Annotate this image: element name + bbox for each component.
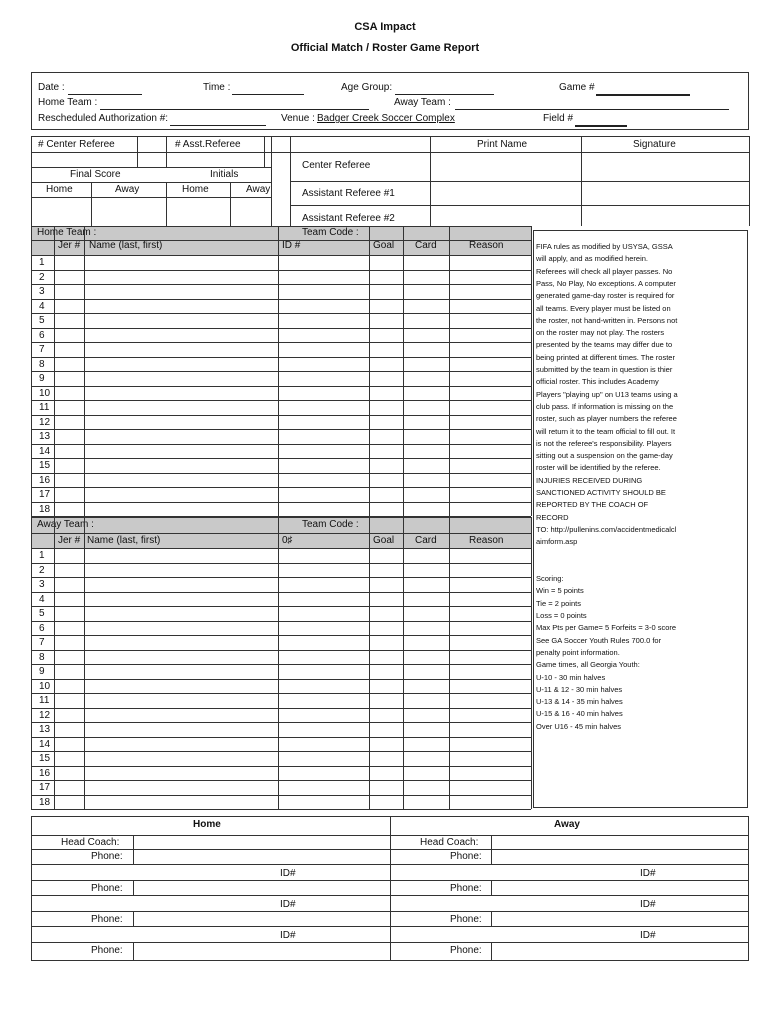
away-row-number: 14 xyxy=(39,738,51,750)
home-roster-row[interactable] xyxy=(55,285,530,299)
home-roster-row[interactable] xyxy=(55,256,530,270)
away-roster-row[interactable] xyxy=(55,680,530,694)
home-id-header: ID # xyxy=(282,240,301,251)
home-head-coach-label: Head Coach: xyxy=(61,837,120,848)
home-team-label: Home Team : xyxy=(38,97,98,108)
rules-note-line: U-15 & 16 - 40 min halves xyxy=(536,709,623,719)
away-roster-row[interactable] xyxy=(55,593,530,607)
home-team-roster-label: Home Team : xyxy=(37,227,97,238)
rules-note-line: Win = 5 points xyxy=(536,586,584,596)
initials-home-label: Home xyxy=(182,184,209,195)
home-row-number: 16 xyxy=(39,474,51,486)
rules-note-line: Loss = 0 points xyxy=(536,611,587,620)
venue-label: Venue : xyxy=(281,113,315,124)
away-phone-label-2: Phone: xyxy=(450,883,482,894)
home-id-label-3: ID# xyxy=(280,930,296,941)
rules-note-line: SANCTIONED ACTIVITY SHOULD BE xyxy=(536,488,666,497)
home-team-code-label: Team Code : xyxy=(302,227,359,238)
rules-note-line: REPORTED BY THE COACH OF xyxy=(536,500,649,510)
date-label: Date : xyxy=(38,82,65,93)
away-roster-row[interactable] xyxy=(55,607,530,621)
home-name-header: Name (last, first) xyxy=(89,240,163,251)
print-name-header: Print Name xyxy=(477,139,528,150)
form-title: CSA Impact xyxy=(354,21,416,33)
away-team-label: Away Team : xyxy=(394,97,451,108)
date-field[interactable] xyxy=(68,94,142,95)
home-roster-row[interactable] xyxy=(55,430,530,444)
rules-note-line: Game times, all Georgia Youth: xyxy=(536,660,640,670)
rescheduled-label: Rescheduled Authorization #: xyxy=(38,113,169,124)
game-number-field[interactable] xyxy=(596,94,690,96)
away-row-number: 17 xyxy=(39,782,51,793)
rules-note-line: roster, such as player numbers the referee xyxy=(536,414,677,424)
rules-note-line: club pass. If information is missing on the xyxy=(536,401,674,411)
home-row-number: 10 xyxy=(39,387,51,399)
final-score-label: Final Score xyxy=(70,169,121,180)
home-row-number: 13 xyxy=(39,431,51,442)
initials-away-label: Away xyxy=(246,184,271,195)
home-goal-header: Goal xyxy=(373,240,395,251)
away-phone-label-3: Phone: xyxy=(450,914,482,925)
field-number-label: Field # xyxy=(543,113,574,124)
home-team-field[interactable] xyxy=(100,109,369,110)
home-row-number: 8 xyxy=(39,358,45,370)
assistant-referee-2-label: Assistant Referee #2 xyxy=(302,213,395,224)
rules-note-line: FIFA rules as modified by USYSA, GSSA xyxy=(536,242,673,251)
final-score-home-label: Home xyxy=(46,184,73,195)
rules-note-line: generated game-day roster is required for xyxy=(536,291,675,301)
home-roster-row[interactable] xyxy=(55,459,530,473)
rules-note-line: is not the referee's responsibility. Players xyxy=(536,438,672,448)
home-roster-row[interactable] xyxy=(55,416,530,430)
rules-note-line: TO: http://pullenins.com/accidentmedicalcl xyxy=(536,524,677,534)
rescheduled-field[interactable] xyxy=(170,125,266,126)
away-row-number: 1 xyxy=(39,550,45,561)
rules-note-line: U-10 - 30 min halves xyxy=(536,672,606,682)
rules-note-line: Over U16 - 45 min halves xyxy=(536,721,622,731)
away-roster-row[interactable] xyxy=(55,651,530,665)
away-row-number: 5 xyxy=(39,608,45,619)
away-row-number: 2 xyxy=(39,564,45,576)
away-row-number: 9 xyxy=(39,666,45,677)
rules-note-line: roster will be identified by the referee. xyxy=(536,463,661,473)
rules-note-line: on the roster may not play. The rosters xyxy=(536,328,665,338)
away-row-number: 3 xyxy=(39,579,45,590)
home-row-number: 17 xyxy=(39,489,51,500)
away-row-number: 8 xyxy=(39,651,45,663)
home-roster-row[interactable] xyxy=(55,300,530,314)
away-id-header: 0♯ xyxy=(282,535,293,546)
away-roster-row[interactable] xyxy=(55,709,530,723)
center-referee-number-label: # Center Referee xyxy=(38,139,115,150)
rules-note-line: being printed at different times. The roster xyxy=(536,352,675,362)
asst-referee-number-label: # Asst.Referee xyxy=(175,139,241,150)
home-id-label-1: ID# xyxy=(280,868,296,879)
signature-header: Signature xyxy=(633,139,676,150)
away-roster-row[interactable] xyxy=(55,665,530,679)
away-row-number: 6 xyxy=(39,622,45,634)
rules-note-line: Referees will check all player passes. No xyxy=(536,266,673,276)
home-roster-row[interactable] xyxy=(55,314,530,328)
home-coaches-header: Home xyxy=(193,819,221,830)
away-coaches-header: Away xyxy=(554,819,580,830)
rules-note-line: Tie = 2 points xyxy=(536,598,581,608)
rules-note-line: sitting out a suspension on the game-day xyxy=(536,451,673,461)
age-group-field[interactable] xyxy=(395,94,494,95)
home-phone-label-1: Phone: xyxy=(91,851,123,862)
home-roster-row[interactable] xyxy=(55,343,530,357)
away-team-field[interactable] xyxy=(455,109,729,110)
home-row-number: 6 xyxy=(39,329,45,341)
game-number-label: Game # xyxy=(559,82,595,93)
away-row-number: 4 xyxy=(39,593,45,605)
away-roster-row[interactable] xyxy=(55,622,530,636)
home-row-number: 11 xyxy=(39,402,50,413)
away-roster-row[interactable] xyxy=(55,767,530,781)
away-roster-row[interactable] xyxy=(55,738,530,752)
assistant-referee-1-label: Assistant Referee #1 xyxy=(302,188,395,199)
away-row-number: 18 xyxy=(39,796,51,808)
away-roster-row[interactable] xyxy=(55,564,530,578)
home-row-number: 4 xyxy=(39,300,45,312)
away-roster-row[interactable] xyxy=(55,578,530,592)
home-roster-row[interactable] xyxy=(55,358,530,372)
rules-note-line: penalty point information. xyxy=(536,647,620,657)
home-row-number: 9 xyxy=(39,373,45,384)
away-id-label-2: ID# xyxy=(640,899,656,910)
away-roster-row[interactable] xyxy=(55,781,530,795)
away-roster-row[interactable] xyxy=(55,796,530,810)
away-head-coach-label: Head Coach: xyxy=(420,837,479,848)
venue-value[interactable]: Badger Creek Soccer Complex xyxy=(317,113,455,124)
home-roster-row[interactable] xyxy=(55,445,530,459)
final-score-away-label: Away xyxy=(115,184,140,195)
away-id-label-3: ID# xyxy=(640,930,656,941)
home-roster-row[interactable] xyxy=(55,401,530,415)
away-row-number: 11 xyxy=(39,695,50,706)
home-phone-label-2: Phone: xyxy=(91,883,123,894)
away-card-header: Card xyxy=(415,535,437,546)
rules-note-line: submitted by the team in question is thier xyxy=(536,365,673,374)
away-row-number: 12 xyxy=(39,709,51,721)
rules-note-line: RECORD xyxy=(536,512,569,522)
time-field[interactable] xyxy=(232,94,304,95)
home-roster-row[interactable] xyxy=(55,503,530,517)
home-row-number: 14 xyxy=(39,445,51,457)
away-row-number: 13 xyxy=(39,724,51,735)
field-number-field[interactable] xyxy=(575,125,627,127)
rules-note-line: See GA Soccer Youth Rules 700.0 for xyxy=(536,635,662,645)
home-roster-row[interactable] xyxy=(55,372,530,386)
rules-note-line: presented by the teams may differ due to xyxy=(536,340,673,350)
home-row-number: 15 xyxy=(39,460,51,471)
rules-note-line: all teams. Every player must be listed on xyxy=(536,303,671,313)
home-phone-label-4: Phone: xyxy=(91,945,123,956)
away-phone-label-4: Phone: xyxy=(450,945,482,956)
rules-note-line: will return it to the team official to fill out. It xyxy=(536,426,676,436)
time-label: Time : xyxy=(203,82,231,93)
home-phone-label-3: Phone: xyxy=(91,914,123,925)
rules-note-line: official roster. This includes Academy xyxy=(536,377,659,387)
rules-note-line: will apply, and as modified herein. xyxy=(536,254,649,264)
away-roster-row[interactable] xyxy=(55,636,530,650)
rules-note-line: U-11 & 12 - 30 min halves xyxy=(536,684,623,694)
home-row-number: 3 xyxy=(39,286,45,297)
away-team-roster-label: Away Team : xyxy=(37,519,94,530)
form-subtitle: Official Match / Roster Game Report xyxy=(290,42,480,54)
away-roster-row[interactable] xyxy=(55,723,530,737)
rules-note-line: INJURIES RECEIVED DURING xyxy=(536,475,643,485)
rules-note-line: the roster, not hand-written in. Persons not xyxy=(536,315,678,325)
home-roster-row[interactable] xyxy=(55,474,530,488)
initials-label: Initials xyxy=(210,169,239,180)
home-id-label-2: ID# xyxy=(280,899,296,910)
away-row-number: 15 xyxy=(39,753,51,764)
away-phone-label-1: Phone: xyxy=(450,851,482,862)
home-reason-header: Reason xyxy=(469,240,504,251)
away-row-number: 7 xyxy=(39,637,45,648)
home-row-number: 5 xyxy=(39,315,45,326)
rules-note-line: Pass, No Play, No exceptions. A computer xyxy=(536,278,676,288)
away-team-code-label: Team Code : xyxy=(302,519,359,530)
away-roster-row[interactable] xyxy=(55,694,530,708)
home-row-number: 7 xyxy=(39,344,45,355)
age-group-label: Age Group: xyxy=(341,82,393,93)
home-row-number: 2 xyxy=(39,271,45,283)
rules-note-line: Players "playing up" on U13 teams using a xyxy=(536,389,678,399)
home-roster-row[interactable] xyxy=(55,329,530,343)
home-jersey-header: Jer # xyxy=(58,240,81,251)
away-row-number: 10 xyxy=(39,680,51,692)
rules-note-line: aimform.asp xyxy=(536,537,578,547)
home-roster-row[interactable] xyxy=(55,488,530,502)
away-roster-row[interactable] xyxy=(55,752,530,766)
rules-note-line: Scoring: xyxy=(536,574,564,584)
home-roster-row[interactable] xyxy=(55,387,530,401)
center-referee-label: Center Referee xyxy=(302,160,371,171)
away-reason-header: Reason xyxy=(469,535,504,546)
rules-note-line: Max Pts per Game= 5 Forfeits = 3-0 score xyxy=(536,623,677,633)
away-row-number: 16 xyxy=(39,767,51,779)
home-card-header: Card xyxy=(415,240,437,251)
home-row-number: 1 xyxy=(39,257,45,268)
home-row-number: 18 xyxy=(39,503,51,515)
home-row-number: 12 xyxy=(39,416,51,428)
away-name-header: Name (last, first) xyxy=(87,535,161,546)
away-jersey-header: Jer # xyxy=(58,535,81,546)
away-goal-header: Goal xyxy=(373,535,395,546)
rules-note-line: U-13 & 14 - 35 min halves xyxy=(536,697,623,707)
away-id-label-1: ID# xyxy=(640,868,656,879)
away-roster-row[interactable] xyxy=(55,549,530,563)
home-roster-row[interactable] xyxy=(55,271,530,285)
